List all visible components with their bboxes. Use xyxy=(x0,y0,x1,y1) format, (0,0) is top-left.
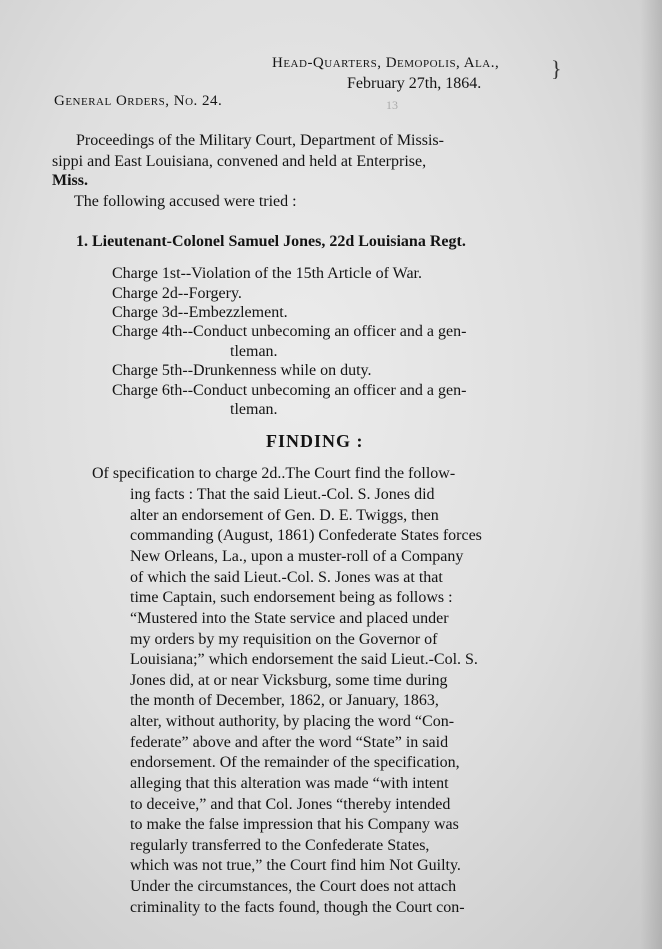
page-mark: 13 xyxy=(386,98,398,112)
finding-line-13: alter, without authority, by placing the word “Con- xyxy=(130,713,455,730)
finding-line-14: federate” above and after the word “State” in said xyxy=(130,734,449,751)
accused-line: 1. Lieutenant-Colonel Samuel Jones, 22d Louisiana Regt. xyxy=(76,233,466,250)
finding-line-8: “Mustered into the State service and placed under xyxy=(130,610,449,627)
charge-line-3: Charge 3d--Embezzlement. xyxy=(112,304,288,321)
finding-line-21: Under the circumstances, the Court does not attach xyxy=(130,878,457,895)
finding-line-5: New Orleans, La., upon a muster-roll of a Company xyxy=(130,548,464,565)
finding-line-3: alter an endorsement of Gen. D. E. Twiggs, then xyxy=(130,507,439,524)
finding-line-17: to deceive,” and that Col. Jones “thereby intended xyxy=(130,796,451,813)
finding-line-1: Of specification to charge 2d..The Court find the follow- xyxy=(92,465,456,482)
general-orders-number: General Orders, No. 24. xyxy=(54,93,223,109)
charge-line-6: Charge 6th--Conduct unbecoming an officer and a gen- xyxy=(112,382,467,399)
finding-line-12: the month of December, 1862, or January, 1863, xyxy=(130,692,439,709)
proceedings-line-1: Proceedings of the Military Court, Department of Missis- xyxy=(76,132,444,149)
charge-line-1: Charge 1st--Violation of the 15th Article of War. xyxy=(112,265,422,282)
finding-line-19: regularly transferred to the Confederate States, xyxy=(130,837,430,854)
header-date: February 27th, 1864. xyxy=(347,75,482,92)
finding-line-16: alleging that this alteration was made “with intent xyxy=(130,775,449,792)
finding-line-2: ing facts : That the said Lieut.-Col. S. Jones did xyxy=(130,486,435,503)
finding-line-10: Louisiana;” which endorsement the said Lieut.-Col. S. xyxy=(130,651,478,668)
proceedings-line-2: sippi and East Louisiana, convened and held at Enterprise, xyxy=(52,153,427,170)
finding-line-20: which was not true,” the Court find him Not Guilty. xyxy=(130,857,461,874)
charge-line-5: Charge 5th--Drunkenness while on duty. xyxy=(112,362,372,379)
charge-line-6-cont: tleman. xyxy=(230,401,278,418)
finding-line-15: endorsement. Of the remainder of the specification, xyxy=(130,754,460,771)
header-bracket: } xyxy=(551,56,562,81)
finding-line-9: my orders by my requisition on the Governor of xyxy=(130,631,438,648)
header-location: Head-Quarters, Demopolis, Ala., xyxy=(272,55,500,71)
finding-line-11: Jones did, at or near Vicksburg, some time during xyxy=(130,672,448,689)
finding-heading: FINDING : xyxy=(266,431,364,451)
finding-line-4: commanding (August, 1861) Confederate States forces xyxy=(130,527,482,544)
finding-line-7: time Captain, such endorsement being as follows : xyxy=(130,589,453,606)
finding-line-6: of which the said Lieut.-Col. S. Jones was at that xyxy=(130,569,443,586)
charge-line-4: Charge 4th--Conduct unbecoming an officer and a gen- xyxy=(112,323,467,340)
finding-line-18: to make the false impression that his Company was xyxy=(130,816,459,833)
charge-line-4-cont: tleman. xyxy=(230,343,278,360)
proceedings-line-3: Miss. xyxy=(52,172,88,189)
charge-line-2: Charge 2d--Forgery. xyxy=(112,285,242,302)
finding-line-22: criminality to the facts found, though the Court con- xyxy=(130,899,465,916)
intro-line: The following accused were tried : xyxy=(74,193,297,210)
